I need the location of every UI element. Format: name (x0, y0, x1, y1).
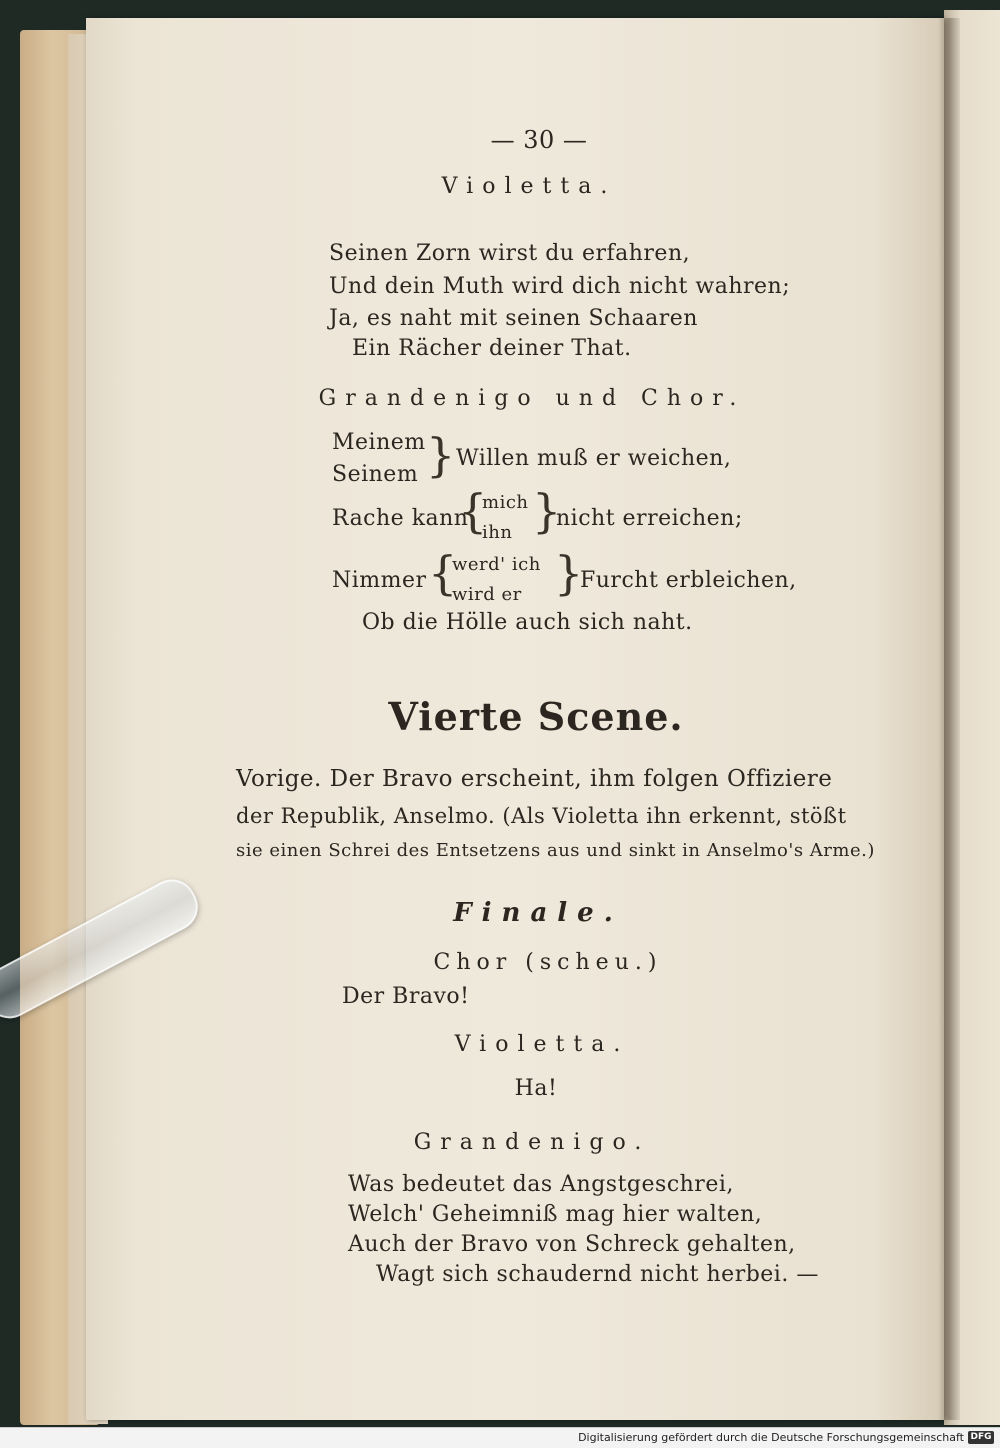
verse-line: Ein Rächer deiner That. (352, 336, 632, 361)
verse-line: Ha! (514, 1076, 558, 1101)
scene-title: Vierte Scene. (388, 694, 684, 739)
verse-lead: Rache kann (332, 506, 469, 531)
verse-line: nicht erreichen; (556, 506, 743, 531)
speaker-violetta: Violetta. (454, 1032, 630, 1057)
speaker-chor: Chor (scheu.) (433, 950, 663, 975)
brace-right: } (554, 546, 584, 600)
verse-line: Welch' Geheimniß mag hier walten, (348, 1202, 763, 1227)
footer-credit: Digitalisierung gefördert durch die Deutsche Forschungsgemeinschaft (578, 1431, 964, 1444)
book-page (86, 18, 944, 1420)
verse-line: Willen muß er weichen, (456, 446, 732, 471)
verse-lead: Nimmer (332, 568, 427, 593)
alt-word: werd' ich (452, 554, 541, 575)
stage-direction: der Republik, Anselmo. (Als Violetta ihn erkennt, stößt (236, 804, 847, 828)
verse-line: Der Bravo! (342, 984, 470, 1009)
verse-line: Ja, es naht mit seinen Schaaren (329, 306, 698, 331)
brace-right: } (532, 484, 562, 538)
footer-bar (0, 1427, 1000, 1448)
alt-word: Meinem (332, 430, 426, 455)
page-gutter-shadow (938, 18, 960, 1420)
stage-direction: Vorige. Der Bravo erscheint, ihm folgen Offiziere (236, 766, 833, 792)
verse-line: Auch der Bravo von Schreck gehalten, (348, 1232, 796, 1257)
speaker-violetta: Violetta. (441, 174, 617, 199)
brace-left: { (458, 484, 488, 538)
alt-word: Seinem (332, 462, 419, 487)
verse-line: Und dein Muth wird dich nicht wahren; (329, 274, 791, 299)
verse-line: Was bedeutet das Angstgeschrei, (348, 1172, 734, 1197)
verse-line: Ob die Hölle auch sich naht. (362, 610, 693, 635)
verse-line: Wagt sich schaudernd nicht herbei. — (376, 1262, 819, 1287)
stage-direction: sie einen Schrei des Entsetzens aus und sinkt in Anselmo's Arme.) (236, 840, 875, 861)
verse-line: Furcht erbleichen, (580, 568, 797, 593)
page-number: — 30 — (490, 126, 588, 154)
brace-left: { (428, 546, 458, 600)
alt-word: mich (482, 492, 529, 513)
alt-word: wird er (452, 584, 522, 605)
finale-title: Finale. (453, 898, 623, 928)
dfg-logo-icon: DFG (968, 1431, 994, 1444)
brace-right: } (426, 428, 456, 482)
speaker-grandenigo: Grandenigo. (413, 1130, 651, 1155)
alt-word: ihn (482, 522, 513, 543)
speaker-grandenigo-chor: Grandenigo und Chor. (318, 386, 746, 411)
verse-line: Seinen Zorn wirst du erfahren, (329, 241, 691, 266)
